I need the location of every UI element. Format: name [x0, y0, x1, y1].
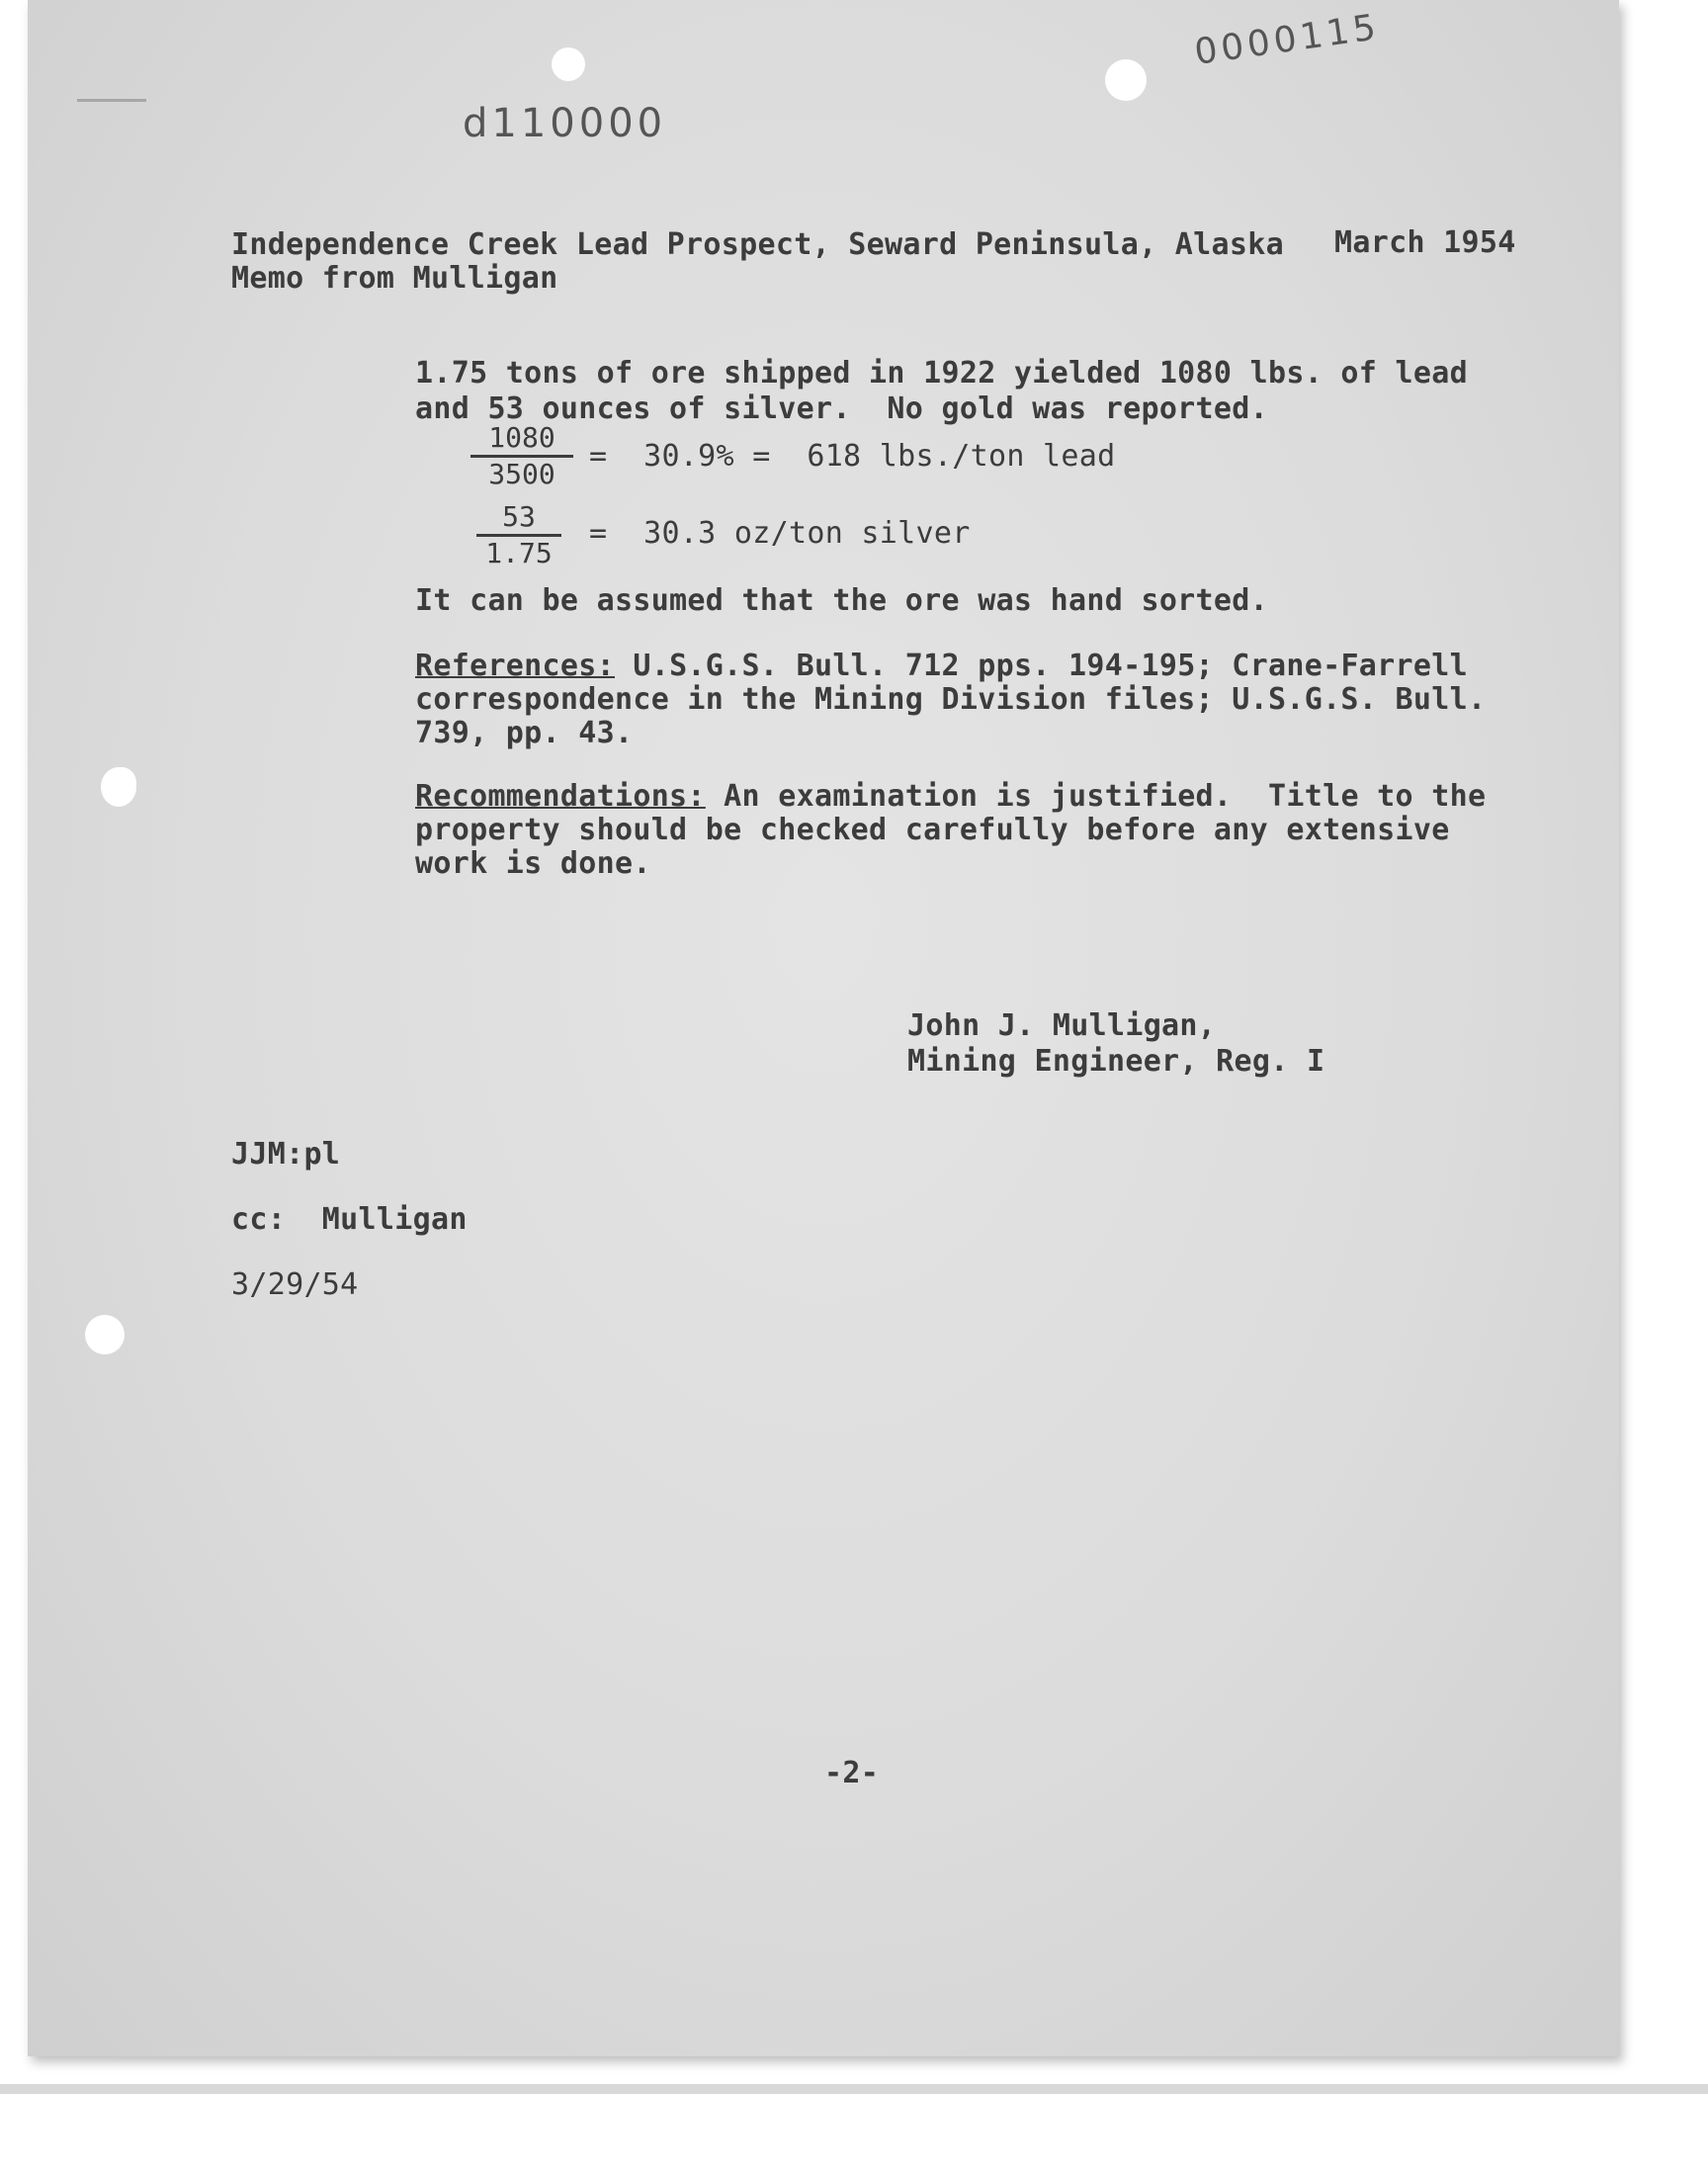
references-line-3: 739, pp. 43. — [415, 716, 634, 750]
punch-hole-side-middle — [101, 767, 136, 807]
recommendations-text-1: An examination is justified. Title to the — [705, 779, 1487, 814]
bates-stamp-top-right: 0000115 — [1192, 7, 1383, 73]
lead-calculation-result: = 30.9% = 618 lbs./ton lead — [589, 439, 1116, 474]
references-line-2: correspondence in the Mining Division files; U.S.G.S. Bull. — [415, 682, 1487, 717]
memo-subtitle: Memo from Mulligan — [231, 261, 558, 296]
recommendations-line-1 — [415, 779, 1486, 815]
document-page — [28, 0, 1619, 2056]
references-text-1: U.S.G.S. Bull. 712 pps. 194-195; Crane-Farrell — [614, 649, 1468, 683]
silver-calculation-result: = 30.3 oz/ton silver — [589, 516, 971, 551]
footer-date: 3/29/54 — [231, 1267, 359, 1302]
punch-hole-side-lower — [85, 1315, 125, 1354]
signature-title: Mining Engineer, Reg. I — [907, 1044, 1325, 1079]
body-line-1: 1.75 tons of ore shipped in 1922 yielded 1080 lbs. of lead — [415, 356, 1468, 391]
references-label: References: — [415, 649, 615, 683]
typist-initials: JJM:pl — [231, 1137, 341, 1172]
recommendations-line-2: property should be checked carefully before any extensive — [415, 813, 1450, 847]
memo-date: March 1954 — [1334, 225, 1516, 260]
recommendations-label: Recommendations: — [415, 779, 706, 814]
punch-hole-top-right — [1105, 59, 1147, 101]
body-line-2: and 53 ounces of silver. No gold was reported. — [415, 392, 1268, 426]
page-number: -2- — [824, 1756, 880, 1790]
silver-fraction — [476, 502, 561, 568]
lead-fraction-numerator: 1080 — [488, 421, 555, 454]
margin-mark — [77, 99, 146, 102]
lead-fraction — [470, 423, 573, 489]
references-line-1 — [415, 649, 1468, 684]
assumption-line: It can be assumed that the ore was hand sorted. — [415, 583, 1268, 618]
memo-title: Independence Creek Lead Prospect, Seward Peninsula, Alaska — [231, 227, 1284, 262]
silver-fraction-denominator: 1.75 — [485, 537, 553, 569]
carbon-copy: cc: Mulligan — [231, 1202, 468, 1237]
bates-stamp-top-left: d110000 — [463, 101, 667, 146]
silver-fraction-numerator: 53 — [502, 500, 536, 533]
lead-fraction-denominator: 3500 — [488, 458, 555, 490]
scan-edge-line — [0, 2084, 1708, 2094]
punch-hole-top-left — [552, 47, 585, 81]
recommendations-line-3: work is done. — [415, 846, 651, 881]
signature-name: John J. Mulligan, — [907, 1008, 1217, 1043]
